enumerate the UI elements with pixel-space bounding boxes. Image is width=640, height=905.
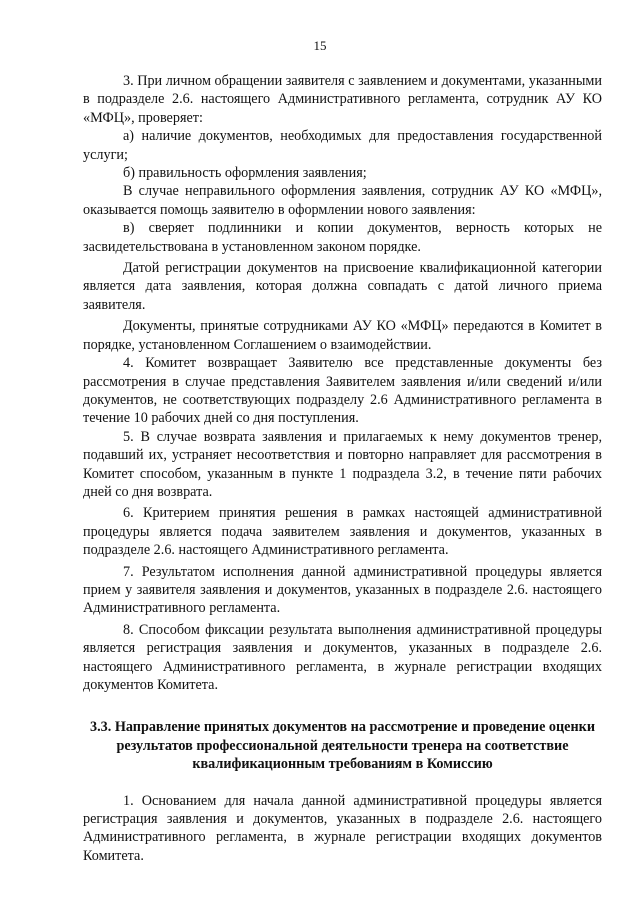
paragraph-item-4: 4. Комитет возвращает Заявителю все представленные документы без рассмотрения в случае представления Заявителем заявления и/или сведений и/или документов, не соответствующих подразделу 2.6 Административного регламента в течение 10 рабочих дней со дня поступления. <box>83 355 602 427</box>
paragraph-subitem-v: в) сверяет подлинники и копии документов, верность которых не засвидетельствована в установленном законом порядке. <box>83 220 602 255</box>
paragraph-incorrect-application: В случае неправильного оформления заявления, сотрудник АУ КО «МФЦ», оказывается помощь заявителю в оформлении нового заявления: <box>83 183 602 218</box>
document-body <box>83 72 602 865</box>
paragraph-section-item-1: 1. Основанием для начала данной административной процедуры является регистрация заявления и документов, указанных в подразделе 2.6. настоящего Административного регламента, в журнале регистрации входящих документов Комитета. <box>83 792 602 864</box>
section-heading: 3.3. Направление принятых документов на рассмотрение и проведение оценки результатов профессиональной деятельности тренера на соответствие квалификационным требованиям в Комиссию <box>90 719 595 773</box>
paragraph-documents-transfer: Документы, принятые сотрудниками АУ КО «МФЦ» передаются в Комитет в порядке, установленном Соглашением о взаимодействии. <box>83 318 602 353</box>
page-number: 15 <box>313 38 327 53</box>
paragraph-registration-date: Датой регистрации документов на присвоение квалификационной категории является дата заявления, которая должна совпадать с датой личного приема заявителя. <box>83 260 602 313</box>
paragraph-item-6: 6. Критерием принятия решения в рамках настоящей административной процедуры является подача заявителем заявления и документов, указанных в подразделе 2.6. настоящего Административного регламента. <box>83 505 602 559</box>
paragraph-item-7: 7. Результатом исполнения данной административной процедуры является прием у заявителя заявления и документов, указанных в подразделе 2.6. настоящего Административного регламента. <box>83 563 602 617</box>
paragraph-item-3: 3. При личном обращении заявителя с заявлением и документами, указанными в подразделе 2.6. настоящего Административного регламента, сотрудник АУ КО «МФЦ», проверяет: <box>83 73 602 126</box>
paragraph-item-8: 8. Способом фиксации результата выполнения административной процедуры является регистрация заявления и документов, указанных в подразделе 2.6. настоящего Административного регламента, в журнале регистрации входящих документов Комитета. <box>83 621 602 693</box>
paragraph-subitem-a: а) наличие документов, необходимых для предоставления государственной услуги; <box>83 128 602 163</box>
paragraph-item-5: 5. В случае возврата заявления и прилагаемых к нему документов тренер, подавший их, устраняет несоответствия и повторно направляет для рассмотрения в Комитет способом, указанным в пункте 1 подраздела 3.2, в течение пяти рабочих дней со дня возврата. <box>83 428 602 500</box>
paragraph-subitem-b: б) правильность оформления заявления; <box>123 165 367 182</box>
